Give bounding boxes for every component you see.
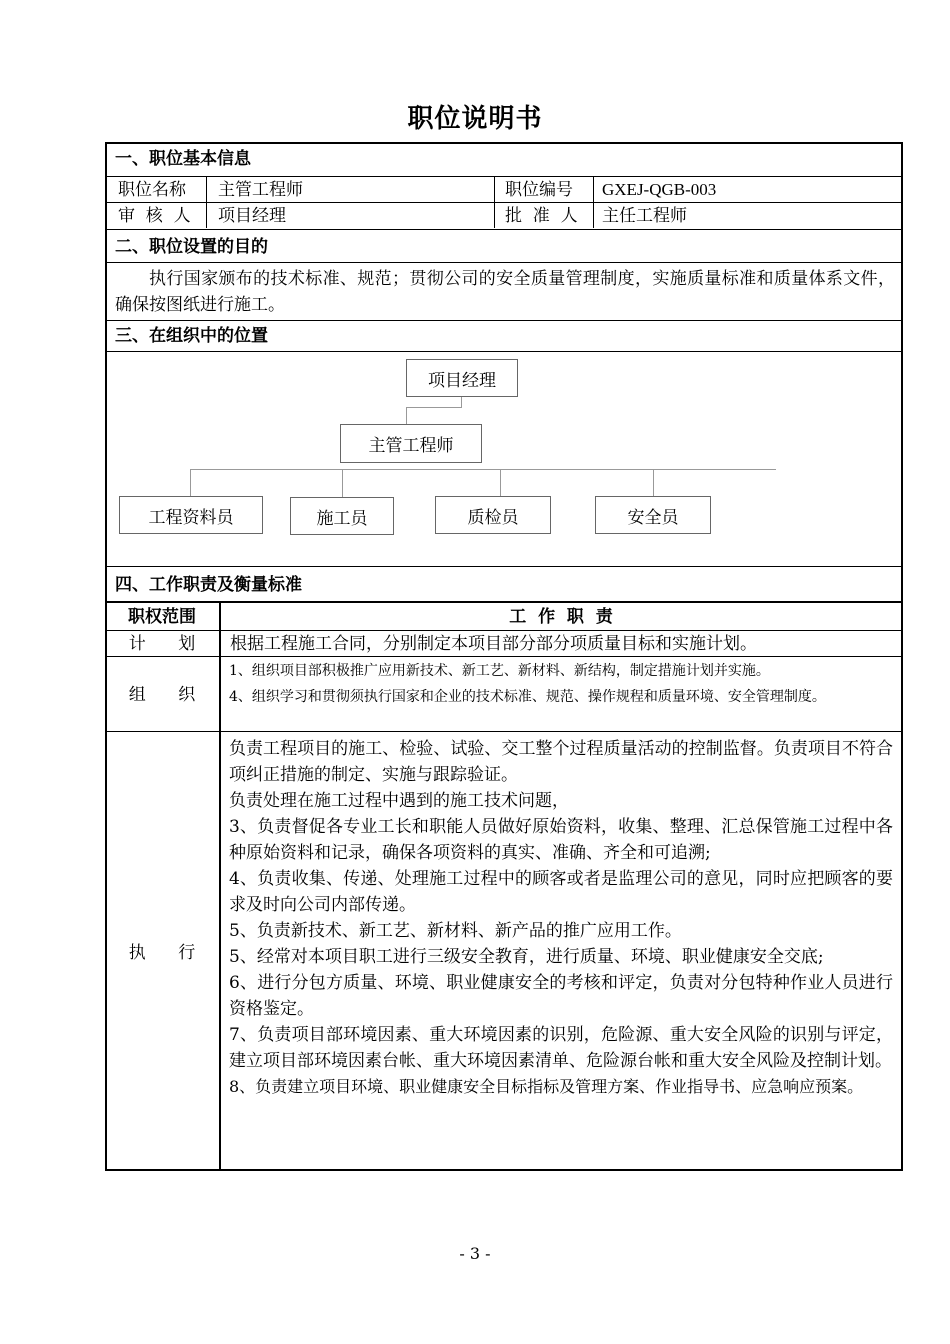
row-execute-label: 执 行 [128, 943, 196, 963]
section1-heading: 一、职位基本信息 [115, 149, 251, 169]
execute-item: 5、负责新技术、新工艺、新材料、新产品的推广应用工作。 [229, 921, 682, 941]
document-title: 职位说明书 [407, 104, 543, 134]
divider [105, 566, 902, 567]
divider [105, 229, 902, 230]
purpose-text: 执行国家颁布的技术标准、规范；贯彻公司的安全质量管理制度，实施质量标准和质量体系文件，确保按图纸进行施工。 [115, 269, 895, 315]
column-divider [219, 601, 221, 1169]
org-child-label: 质检员 [467, 507, 519, 528]
divider [105, 731, 902, 732]
org-connector [653, 469, 654, 496]
position-code-value: GXEJ-QGB-003 [602, 180, 717, 199]
divider [105, 176, 902, 177]
org-middle-label: 主管工程师 [368, 436, 454, 456]
row-plan-text: 根据工程施工合同，分别制定本项目部分部分项质量目标和实施计划。 [230, 634, 757, 654]
col-header-duties: 工 作 职 责 [509, 607, 613, 627]
row-organize-label: 组 织 [128, 685, 196, 705]
row-execute-text [229, 736, 893, 1100]
execute-item: 4、负责收集、传递、处理施工过程中的顾客或者是监理公司的意见，同时应把顾客的要求及时向公司内部传递。 [229, 869, 893, 915]
divider [105, 351, 902, 352]
reviewer-label: 审 核 人 [118, 206, 191, 226]
row-organize-text [229, 658, 895, 710]
org-child-label: 施工员 [316, 508, 368, 529]
table-bottom-border [105, 1169, 902, 1171]
divider [105, 601, 902, 603]
position-name-label: 职位名称 [118, 180, 186, 200]
org-child-box [119, 496, 263, 534]
execute-item: 6、进行分包方质量、环境、职业健康安全的考核和评定，负责对分包特种作业人员进行资格鉴定。 [229, 973, 893, 1019]
divider [105, 202, 902, 203]
org-child-box [435, 496, 551, 534]
org-connector [190, 469, 191, 496]
approver-value: 主任工程师 [602, 206, 687, 226]
position-name-value: 主管工程师 [218, 180, 303, 200]
section2-text [115, 266, 895, 318]
divider [105, 320, 902, 321]
divider [105, 262, 902, 263]
org-connector [190, 469, 776, 470]
execute-item: 负责处理在施工过程中遇到的施工技术问题， [229, 791, 569, 811]
organize-item: 1、组织项目部积极推广应用新技术、新工艺、新材料、新结构，制定措施计划并实施。 [229, 663, 770, 679]
org-connector [406, 407, 407, 425]
org-connector [406, 407, 462, 408]
org-child-label: 工程资料员 [148, 507, 234, 528]
org-top-label: 项目经理 [428, 370, 496, 391]
col-header-scope: 职权范围 [128, 607, 196, 627]
row-plan-label: 计 划 [128, 634, 196, 654]
section2-heading: 二、职位设置的目的 [115, 237, 268, 257]
execute-item: 负责工程项目的施工、检验、试验、交工整个过程质量活动的控制监督。负责项目不符合项纠正措施的制定、实施与跟踪验证。 [229, 739, 893, 785]
position-code-label: 职位编号 [505, 180, 573, 200]
execute-item: 5、经常对本项目职工进行三级安全教育，进行质量、环境、职业健康安全交底; [229, 947, 824, 967]
execute-item: 7、负责项目部环境因素、重大环境因素的识别，危险源、重大安全风险的识别与评定，建立项目部环境因素台帐、重大环境因素清单、危险源台帐和重大安全风险及控制计划。 [229, 1025, 893, 1071]
organize-item: 4、组织学习和贯彻须执行国家和企业的技术标准、规范、操作规程和质量环境、安全管理制度。 [229, 689, 826, 705]
org-child-box [290, 497, 394, 535]
page-number: - 3 - [459, 1244, 491, 1263]
org-child-label: 安全员 [627, 507, 679, 528]
divider [105, 656, 902, 657]
org-child-box [595, 496, 711, 534]
execute-item: 8、负责建立项目环境、职业健康安全目标指标及管理方案、作业指导书、应急响应预案。 [229, 1077, 864, 1096]
divider [105, 630, 902, 631]
section3-heading: 三、在组织中的位置 [115, 326, 268, 346]
section4-heading: 四、工作职责及衡量标准 [115, 575, 302, 595]
org-top-box [406, 359, 518, 397]
reviewer-value: 项目经理 [218, 206, 286, 226]
org-connector [500, 469, 501, 496]
org-middle-box [340, 424, 482, 463]
execute-item: 3、负责督促各专业工长和职能人员做好原始资料，收集、整理、汇总保管施工过程中各种原始资料和记录，确保各项资料的真实、准确、齐全和可追溯; [229, 817, 893, 863]
approver-label: 批 准 人 [505, 206, 578, 226]
org-connector [342, 469, 343, 497]
table-top-border [105, 142, 902, 144]
